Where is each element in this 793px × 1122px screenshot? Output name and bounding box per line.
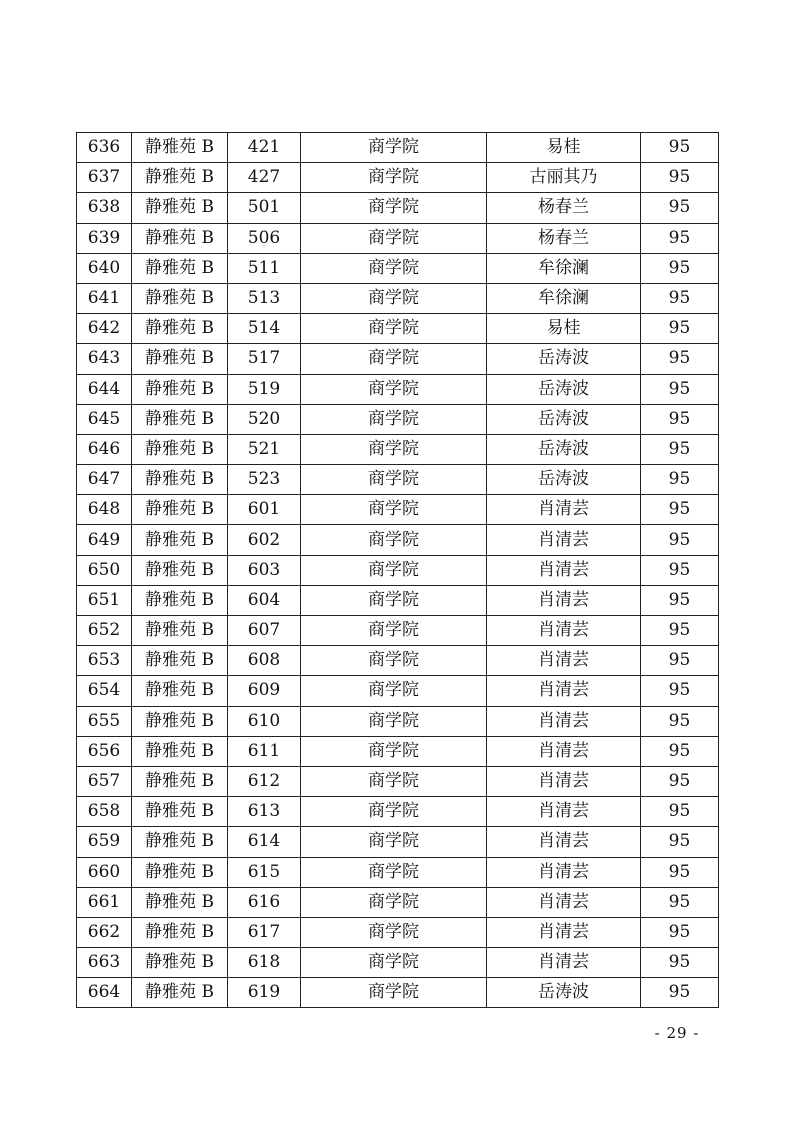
row-number-cell: 656 — [77, 736, 132, 766]
row-number-cell: 638 — [77, 193, 132, 223]
score-cell: 95 — [641, 646, 719, 676]
room-number-cell: 511 — [228, 253, 301, 283]
score-cell: 95 — [641, 585, 719, 615]
room-number-cell: 610 — [228, 706, 301, 736]
college-cell: 商学院 — [301, 344, 487, 374]
college-cell: 商学院 — [301, 314, 487, 344]
score-cell: 95 — [641, 555, 719, 585]
building-cell: 静雅苑 B — [132, 344, 228, 374]
building-cell: 静雅苑 B — [132, 163, 228, 193]
room-number-cell: 611 — [228, 736, 301, 766]
college-cell: 商学院 — [301, 555, 487, 585]
row-number-cell: 663 — [77, 948, 132, 978]
score-cell: 95 — [641, 978, 719, 1008]
counselor-cell: 古丽其乃 — [487, 163, 641, 193]
score-cell: 95 — [641, 193, 719, 223]
table-row — [77, 404, 719, 434]
college-cell: 商学院 — [301, 133, 487, 163]
room-number-cell: 614 — [228, 827, 301, 857]
row-number-cell: 637 — [77, 163, 132, 193]
college-cell: 商学院 — [301, 978, 487, 1008]
table-row — [77, 887, 719, 917]
counselor-cell: 肖清芸 — [487, 525, 641, 555]
row-number-cell: 644 — [77, 374, 132, 404]
table-row — [77, 223, 719, 253]
building-cell: 静雅苑 B — [132, 917, 228, 947]
room-number-cell: 603 — [228, 555, 301, 585]
building-cell: 静雅苑 B — [132, 495, 228, 525]
building-cell: 静雅苑 B — [132, 766, 228, 796]
building-cell: 静雅苑 B — [132, 253, 228, 283]
room-number-cell: 609 — [228, 676, 301, 706]
row-number-cell: 655 — [77, 706, 132, 736]
college-cell: 商学院 — [301, 404, 487, 434]
building-cell: 静雅苑 B — [132, 404, 228, 434]
table-row — [77, 948, 719, 978]
counselor-cell: 牟徐澜 — [487, 253, 641, 283]
college-cell: 商学院 — [301, 827, 487, 857]
room-number-cell: 521 — [228, 434, 301, 464]
room-number-cell: 612 — [228, 766, 301, 796]
table-row — [77, 253, 719, 283]
score-cell: 95 — [641, 404, 719, 434]
counselor-cell: 岳涛波 — [487, 434, 641, 464]
score-cell: 95 — [641, 314, 719, 344]
row-number-cell: 662 — [77, 917, 132, 947]
college-cell: 商学院 — [301, 223, 487, 253]
counselor-cell: 肖清芸 — [487, 495, 641, 525]
room-number-cell: 513 — [228, 283, 301, 313]
room-number-cell: 602 — [228, 525, 301, 555]
college-cell: 商学院 — [301, 374, 487, 404]
row-number-cell: 652 — [77, 616, 132, 646]
table-row — [77, 766, 719, 796]
row-number-cell: 657 — [77, 766, 132, 796]
building-cell: 静雅苑 B — [132, 827, 228, 857]
score-cell: 95 — [641, 283, 719, 313]
building-cell: 静雅苑 B — [132, 133, 228, 163]
room-number-cell: 514 — [228, 314, 301, 344]
counselor-cell: 岳涛波 — [487, 404, 641, 434]
counselor-cell: 肖清芸 — [487, 646, 641, 676]
row-number-cell: 654 — [77, 676, 132, 706]
counselor-cell: 肖清芸 — [487, 948, 641, 978]
table-row — [77, 827, 719, 857]
table-row — [77, 314, 719, 344]
row-number-cell: 659 — [77, 827, 132, 857]
counselor-cell: 肖清芸 — [487, 887, 641, 917]
room-number-cell: 604 — [228, 585, 301, 615]
room-number-cell: 616 — [228, 887, 301, 917]
row-number-cell: 639 — [77, 223, 132, 253]
counselor-cell: 岳涛波 — [487, 465, 641, 495]
score-cell: 95 — [641, 495, 719, 525]
counselor-cell: 肖清芸 — [487, 676, 641, 706]
counselor-cell: 肖清芸 — [487, 917, 641, 947]
table-row — [77, 465, 719, 495]
score-cell: 95 — [641, 374, 719, 404]
college-cell: 商学院 — [301, 766, 487, 796]
row-number-cell: 661 — [77, 887, 132, 917]
score-cell: 95 — [641, 133, 719, 163]
building-cell: 静雅苑 B — [132, 374, 228, 404]
building-cell: 静雅苑 B — [132, 887, 228, 917]
table-body — [77, 133, 719, 1008]
counselor-cell: 易桂 — [487, 314, 641, 344]
building-cell: 静雅苑 B — [132, 555, 228, 585]
counselor-cell: 杨春兰 — [487, 193, 641, 223]
score-cell: 95 — [641, 465, 719, 495]
building-cell: 静雅苑 B — [132, 706, 228, 736]
table-row — [77, 616, 719, 646]
college-cell: 商学院 — [301, 646, 487, 676]
table-row — [77, 163, 719, 193]
score-cell: 95 — [641, 616, 719, 646]
row-number-cell: 642 — [77, 314, 132, 344]
building-cell: 静雅苑 B — [132, 676, 228, 706]
college-cell: 商学院 — [301, 736, 487, 766]
room-number-cell: 427 — [228, 163, 301, 193]
counselor-cell: 易桂 — [487, 133, 641, 163]
dorm-inspection-table — [76, 132, 719, 1008]
college-cell: 商学院 — [301, 585, 487, 615]
counselor-cell: 岳涛波 — [487, 374, 641, 404]
college-cell: 商学院 — [301, 525, 487, 555]
college-cell: 商学院 — [301, 434, 487, 464]
college-cell: 商学院 — [301, 887, 487, 917]
building-cell: 静雅苑 B — [132, 283, 228, 313]
room-number-cell: 617 — [228, 917, 301, 947]
row-number-cell: 647 — [77, 465, 132, 495]
table-row — [77, 797, 719, 827]
college-cell: 商学院 — [301, 616, 487, 646]
room-number-cell: 421 — [228, 133, 301, 163]
college-cell: 商学院 — [301, 283, 487, 313]
counselor-cell: 肖清芸 — [487, 585, 641, 615]
room-number-cell: 517 — [228, 344, 301, 374]
table-row — [77, 525, 719, 555]
row-number-cell: 646 — [77, 434, 132, 464]
room-number-cell: 519 — [228, 374, 301, 404]
score-cell: 95 — [641, 706, 719, 736]
room-number-cell: 619 — [228, 978, 301, 1008]
row-number-cell: 658 — [77, 797, 132, 827]
row-number-cell: 653 — [77, 646, 132, 676]
building-cell: 静雅苑 B — [132, 736, 228, 766]
room-number-cell: 618 — [228, 948, 301, 978]
counselor-cell: 肖清芸 — [487, 857, 641, 887]
building-cell: 静雅苑 B — [132, 646, 228, 676]
college-cell: 商学院 — [301, 465, 487, 495]
college-cell: 商学院 — [301, 917, 487, 947]
table-row — [77, 344, 719, 374]
counselor-cell: 肖清芸 — [487, 555, 641, 585]
building-cell: 静雅苑 B — [132, 434, 228, 464]
college-cell: 商学院 — [301, 857, 487, 887]
building-cell: 静雅苑 B — [132, 314, 228, 344]
counselor-cell: 肖清芸 — [487, 706, 641, 736]
room-number-cell: 520 — [228, 404, 301, 434]
score-cell: 95 — [641, 797, 719, 827]
building-cell: 静雅苑 B — [132, 978, 228, 1008]
room-number-cell: 607 — [228, 616, 301, 646]
row-number-cell: 645 — [77, 404, 132, 434]
row-number-cell: 641 — [77, 283, 132, 313]
college-cell: 商学院 — [301, 253, 487, 283]
building-cell: 静雅苑 B — [132, 585, 228, 615]
college-cell: 商学院 — [301, 193, 487, 223]
row-number-cell: 649 — [77, 525, 132, 555]
score-cell: 95 — [641, 917, 719, 947]
table-row — [77, 133, 719, 163]
table-row — [77, 283, 719, 313]
score-cell: 95 — [641, 736, 719, 766]
score-cell: 95 — [641, 887, 719, 917]
score-cell: 95 — [641, 163, 719, 193]
row-number-cell: 664 — [77, 978, 132, 1008]
table-row — [77, 706, 719, 736]
college-cell: 商学院 — [301, 948, 487, 978]
building-cell: 静雅苑 B — [132, 857, 228, 887]
college-cell: 商学院 — [301, 495, 487, 525]
row-number-cell: 648 — [77, 495, 132, 525]
counselor-cell: 牟徐澜 — [487, 283, 641, 313]
room-number-cell: 523 — [228, 465, 301, 495]
row-number-cell: 643 — [77, 344, 132, 374]
score-cell: 95 — [641, 434, 719, 464]
room-number-cell: 615 — [228, 857, 301, 887]
table-row — [77, 434, 719, 464]
counselor-cell: 肖清芸 — [487, 797, 641, 827]
score-cell: 95 — [641, 344, 719, 374]
building-cell: 静雅苑 B — [132, 223, 228, 253]
counselor-cell: 肖清芸 — [487, 827, 641, 857]
table-row — [77, 495, 719, 525]
row-number-cell: 650 — [77, 555, 132, 585]
college-cell: 商学院 — [301, 706, 487, 736]
room-number-cell: 501 — [228, 193, 301, 223]
counselor-cell: 肖清芸 — [487, 736, 641, 766]
counselor-cell: 肖清芸 — [487, 616, 641, 646]
counselor-cell: 岳涛波 — [487, 344, 641, 374]
room-number-cell: 613 — [228, 797, 301, 827]
score-cell: 95 — [641, 948, 719, 978]
building-cell: 静雅苑 B — [132, 465, 228, 495]
room-number-cell: 506 — [228, 223, 301, 253]
college-cell: 商学院 — [301, 163, 487, 193]
table-row — [77, 857, 719, 887]
table-row — [77, 374, 719, 404]
table-row — [77, 978, 719, 1008]
row-number-cell: 660 — [77, 857, 132, 887]
table-row — [77, 676, 719, 706]
building-cell: 静雅苑 B — [132, 193, 228, 223]
row-number-cell: 636 — [77, 133, 132, 163]
counselor-cell: 杨春兰 — [487, 223, 641, 253]
college-cell: 商学院 — [301, 797, 487, 827]
score-cell: 95 — [641, 827, 719, 857]
score-cell: 95 — [641, 223, 719, 253]
table-row — [77, 585, 719, 615]
row-number-cell: 651 — [77, 585, 132, 615]
room-number-cell: 601 — [228, 495, 301, 525]
table-row — [77, 646, 719, 676]
room-number-cell: 608 — [228, 646, 301, 676]
building-cell: 静雅苑 B — [132, 616, 228, 646]
score-cell: 95 — [641, 857, 719, 887]
table-row — [77, 917, 719, 947]
table-row — [77, 193, 719, 223]
counselor-cell: 岳涛波 — [487, 978, 641, 1008]
building-cell: 静雅苑 B — [132, 797, 228, 827]
table-row — [77, 555, 719, 585]
score-cell: 95 — [641, 676, 719, 706]
building-cell: 静雅苑 B — [132, 525, 228, 555]
score-cell: 95 — [641, 766, 719, 796]
table-row — [77, 736, 719, 766]
counselor-cell: 肖清芸 — [487, 766, 641, 796]
college-cell: 商学院 — [301, 676, 487, 706]
building-cell: 静雅苑 B — [132, 948, 228, 978]
score-cell: 95 — [641, 253, 719, 283]
page-number: - 29 - — [654, 1024, 700, 1042]
row-number-cell: 640 — [77, 253, 132, 283]
score-cell: 95 — [641, 525, 719, 555]
